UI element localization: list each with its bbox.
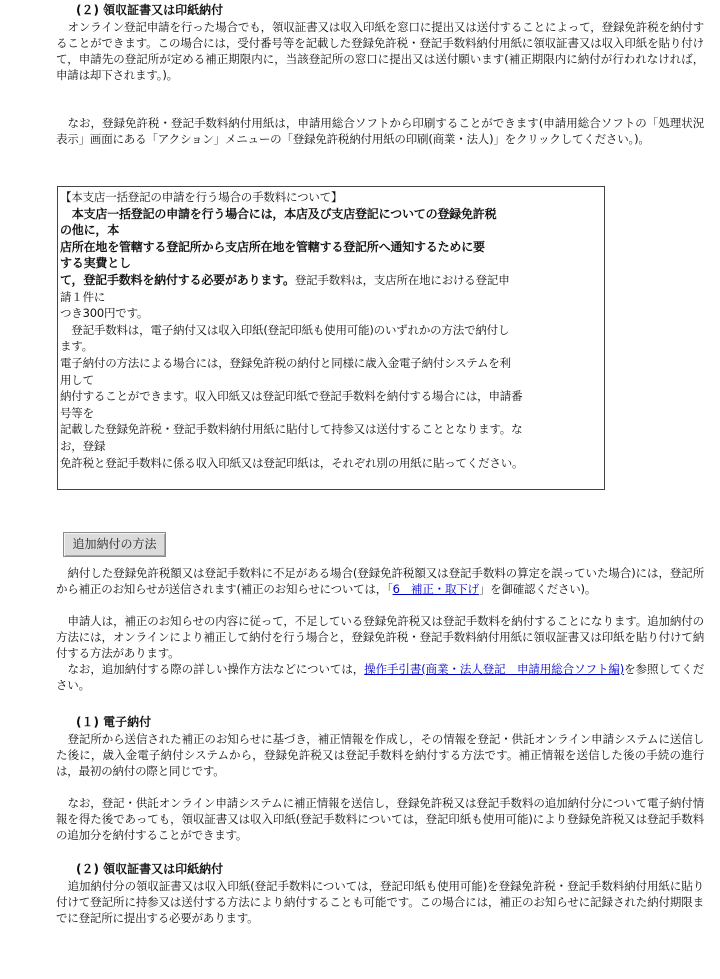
paragraph-text: なお，追加納付する際の詳しい操作方法などについては， (67, 662, 365, 676)
paragraph-additional-receipt-payment: 追加納付分の領収証書又は収入印紙(登記手数料については，登記印紙も使用可能)を登録免許税・登記手数料納付用紙に貼り付けて登記所に持参又は送付する方法により納付することも可能です。この場合には，補正のお知らせに記録された納付期限までに登記所に提出する必要があります。 (56, 879, 704, 925)
paragraph-shortfall (56, 565, 704, 597)
notice-line: 登記手数料は，支店所在地における登記申 (294, 272, 510, 287)
additional-payment-method-button[interactable]: 追加納付の方法 (63, 532, 166, 557)
paragraph-applicant-payment: 申請人は，補正のお知らせの内容に従って，不足している登録免許税又は登記手数料を納付することになります。追加納付の方法には，オンラインにより補正して納付を行う場合と，登録免許税・登記手数料納付用紙に領収証書又は印紙を貼り付けて納付する方法があります。 (56, 614, 704, 660)
notice-line: ます。 (60, 339, 93, 354)
paragraph-payment-form-note: なお，登録免許税・登記手数料納付用紙は，申請用総合ソフトから印刷することができます(申請用総合ソフトの「処理状況表示」画面にある「アクション」メニューの「登録免許税納付用紙の印刷(商業・法人)」をクリックしてください。)。 (56, 116, 704, 146)
notice-title: 【本支店一括登記の申請を行う場合の手数料について】 (60, 190, 343, 204)
notice-line: お，登録 (60, 438, 106, 453)
notice-line: 記載した登録免許税・登記手数料納付用紙に貼付して持参又は送付することとなります。な (60, 422, 523, 437)
notice-line: 本支店一括登記の申請を行う場合には，本店及び支店登記についての登録免許税 (60, 206, 497, 221)
correction-withdrawal-link[interactable]: 6 補正・取下げ (392, 582, 479, 596)
notice-line: 登記手数料は，電子納付又は収入印紙(登記印紙も使用可能)のいずれかの方法で納付し (60, 322, 510, 337)
paragraph-text: 納付した登録免許税額又は登記手数料に不足がある場合(登録免許税額又は登記手数料の算定を誤っていた場合)には，登記所から補正のお知らせが送信されます(補正のお知らせについては，「 (56, 566, 704, 596)
paragraph-text: を参照してください。 (56, 662, 704, 692)
notice-line: 電子納付の方法による場合には，登録免許税の納付と同様に歳入金電子納付システムを利 (60, 355, 511, 370)
notice-line: 店所在地を管轄する登記所から支店所在地を管轄する登記所へ通知するために要 (60, 239, 485, 254)
notice-line: する実費とし (60, 256, 131, 271)
paragraph-receipt-payment: オンライン登記申請を行った場合でも，領収証書又は収入印紙を窓口に提出又は送付することによって，登録免許税を納付することができます。この場合には，受付番号等を記載した登録免許税・登記手数料納付用紙に領収証書又は収入印紙を貼り付けて，申請先の登記所が定める補正期限内に，当該登記所の窓口に提出又は送付願います(補正期限内に納付が行われなければ，申請は却下されます。)。 (56, 20, 704, 82)
notice-line: の他に，本 (60, 223, 120, 238)
operation-manual-link[interactable]: 操作手引書(商業・法人登記 申請用総合ソフト編) (364, 662, 625, 676)
section-heading-receipt-payment: (２) 領収証書又は印紙納付 (76, 3, 224, 17)
section-heading-electronic-payment: (１) 電子納付 (76, 715, 152, 729)
section-heading-receipt-payment-additional: (２) 領収証書又は印紙納付 (76, 862, 224, 876)
paragraph-text: 」を御確認ください)。 (478, 582, 597, 596)
notice-line: 用して (60, 372, 94, 387)
notice-line: 納付することができます。収入印紙又は登記印紙で登記手数料を納付する場合には，申請番 (60, 389, 523, 404)
notice-line: 免許税と登記手数料に係る収入印紙又は登記印紙は，それぞれ別の用紙に貼ってください。 (60, 455, 524, 470)
notice-line: つき300円です。 (60, 306, 149, 321)
notice-line: 請１件に (60, 289, 106, 304)
paragraph-manual-reference (56, 661, 704, 693)
notice-line: 号等を (60, 405, 94, 420)
notice-line-bold: て，登記手数料を納付する必要があります。 (60, 272, 295, 287)
paragraph-electronic-payment-note: なお，登記・供託オンライン申請システムに補正情報を送信し，登録免許税又は登記手数料の追加納付分について電子納付情報を得た後であっても，領収証書又は収入印紙(登記手数料については，登記印紙も使用可能)により登録免許税又は登記手数料の追加分を納付することができます。 (56, 796, 704, 842)
paragraph-electronic-payment: 登記所から送信された補正のお知らせに基づき，補正情報を作成し，その情報を登記・供託オンライン申請システムに送信した後に，歳入金電子納付システムから，登録免許税又は登記手数料を納付する方法です。補正情報を送信した後の手続の進行は，最初の納付の際と同じです。 (56, 732, 704, 778)
branch-fee-notice-box (57, 186, 605, 490)
